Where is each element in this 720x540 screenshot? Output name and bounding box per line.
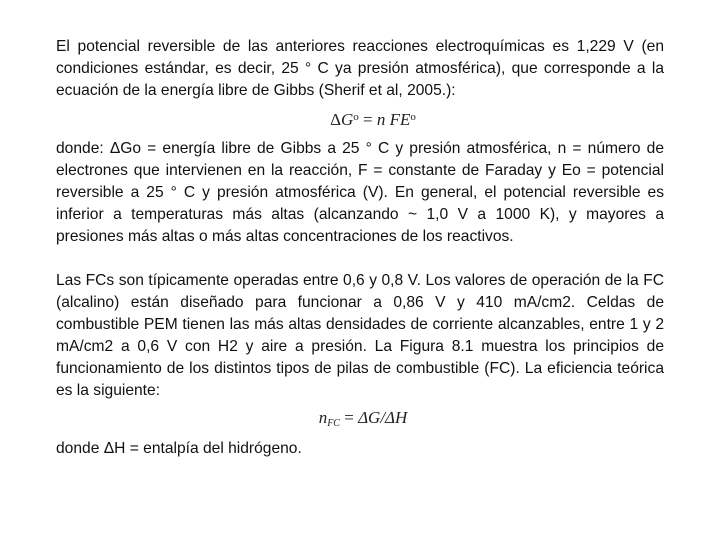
eq1-e-sup: o	[410, 111, 416, 123]
eq2-n: n	[318, 408, 328, 427]
eq1-fe: FE	[385, 110, 411, 129]
eq2-fc-sub: FC	[327, 418, 340, 429]
equation-gibbs-free-energy	[56, 110, 664, 136]
eq1-g: G	[341, 110, 354, 129]
paragraph-operating-values: Las FCs son típicamente operadas entre 0,6 y 0,8 V. Los valores de operación de la FC (alcalino) están diseñado para funcionar a 0,86 V y 410 mA/cm2. Celdas de combustible PEM tienen las más altas densidades de corriente alcanzables, entre 1 y 2 mA/cm2 a 0,6 V con H2 y aire a presión. La Figura 8.1 muestra los principios de funcionamiento de los distintos tipos de pilas de combustible (FC). La eficiencia teórica es la siguiente:	[56, 272, 664, 399]
eq1-delta: Δ	[330, 110, 342, 129]
eq1-equals: =	[358, 110, 377, 129]
paragraph-variable-definitions: donde: ΔGo = energía libre de Gibbs a 25 ° C y presión atmosférica, n = número de electrones que intervienen en la reacción, F = constante de Faraday y Eo = potencial reversible a 25 ° C y presión atmosférica (V). En general, el potencial reversible es inferior a temperaturas más altas (alcanzando ~ 1,0 V a 1000 K), y mayores a presiones más altas o más altas concentraciones de los reactivos.	[56, 140, 664, 245]
paragraph-gibbs-intro: El potencial reversible de las anteriores reacciones electroquímicas es 1,229 V (en condiciones estándar, es decir, 25 ° C ya presión atmosférica), que corresponde a la ecuación de la energía libre de Gibbs (Sherif et al, 2005.):	[56, 38, 664, 99]
eq1-n: n	[376, 110, 386, 129]
eq2-rhs: ΔG/ΔH	[358, 408, 408, 427]
equation-theoretical-efficiency	[56, 408, 664, 434]
eq1-g-sup: o	[353, 111, 359, 123]
document-page	[56, 36, 664, 460]
paragraph-enthalpy-definition: donde ΔH = entalpía del hidrógeno.	[56, 440, 302, 457]
eq2-equals: =	[339, 408, 359, 427]
